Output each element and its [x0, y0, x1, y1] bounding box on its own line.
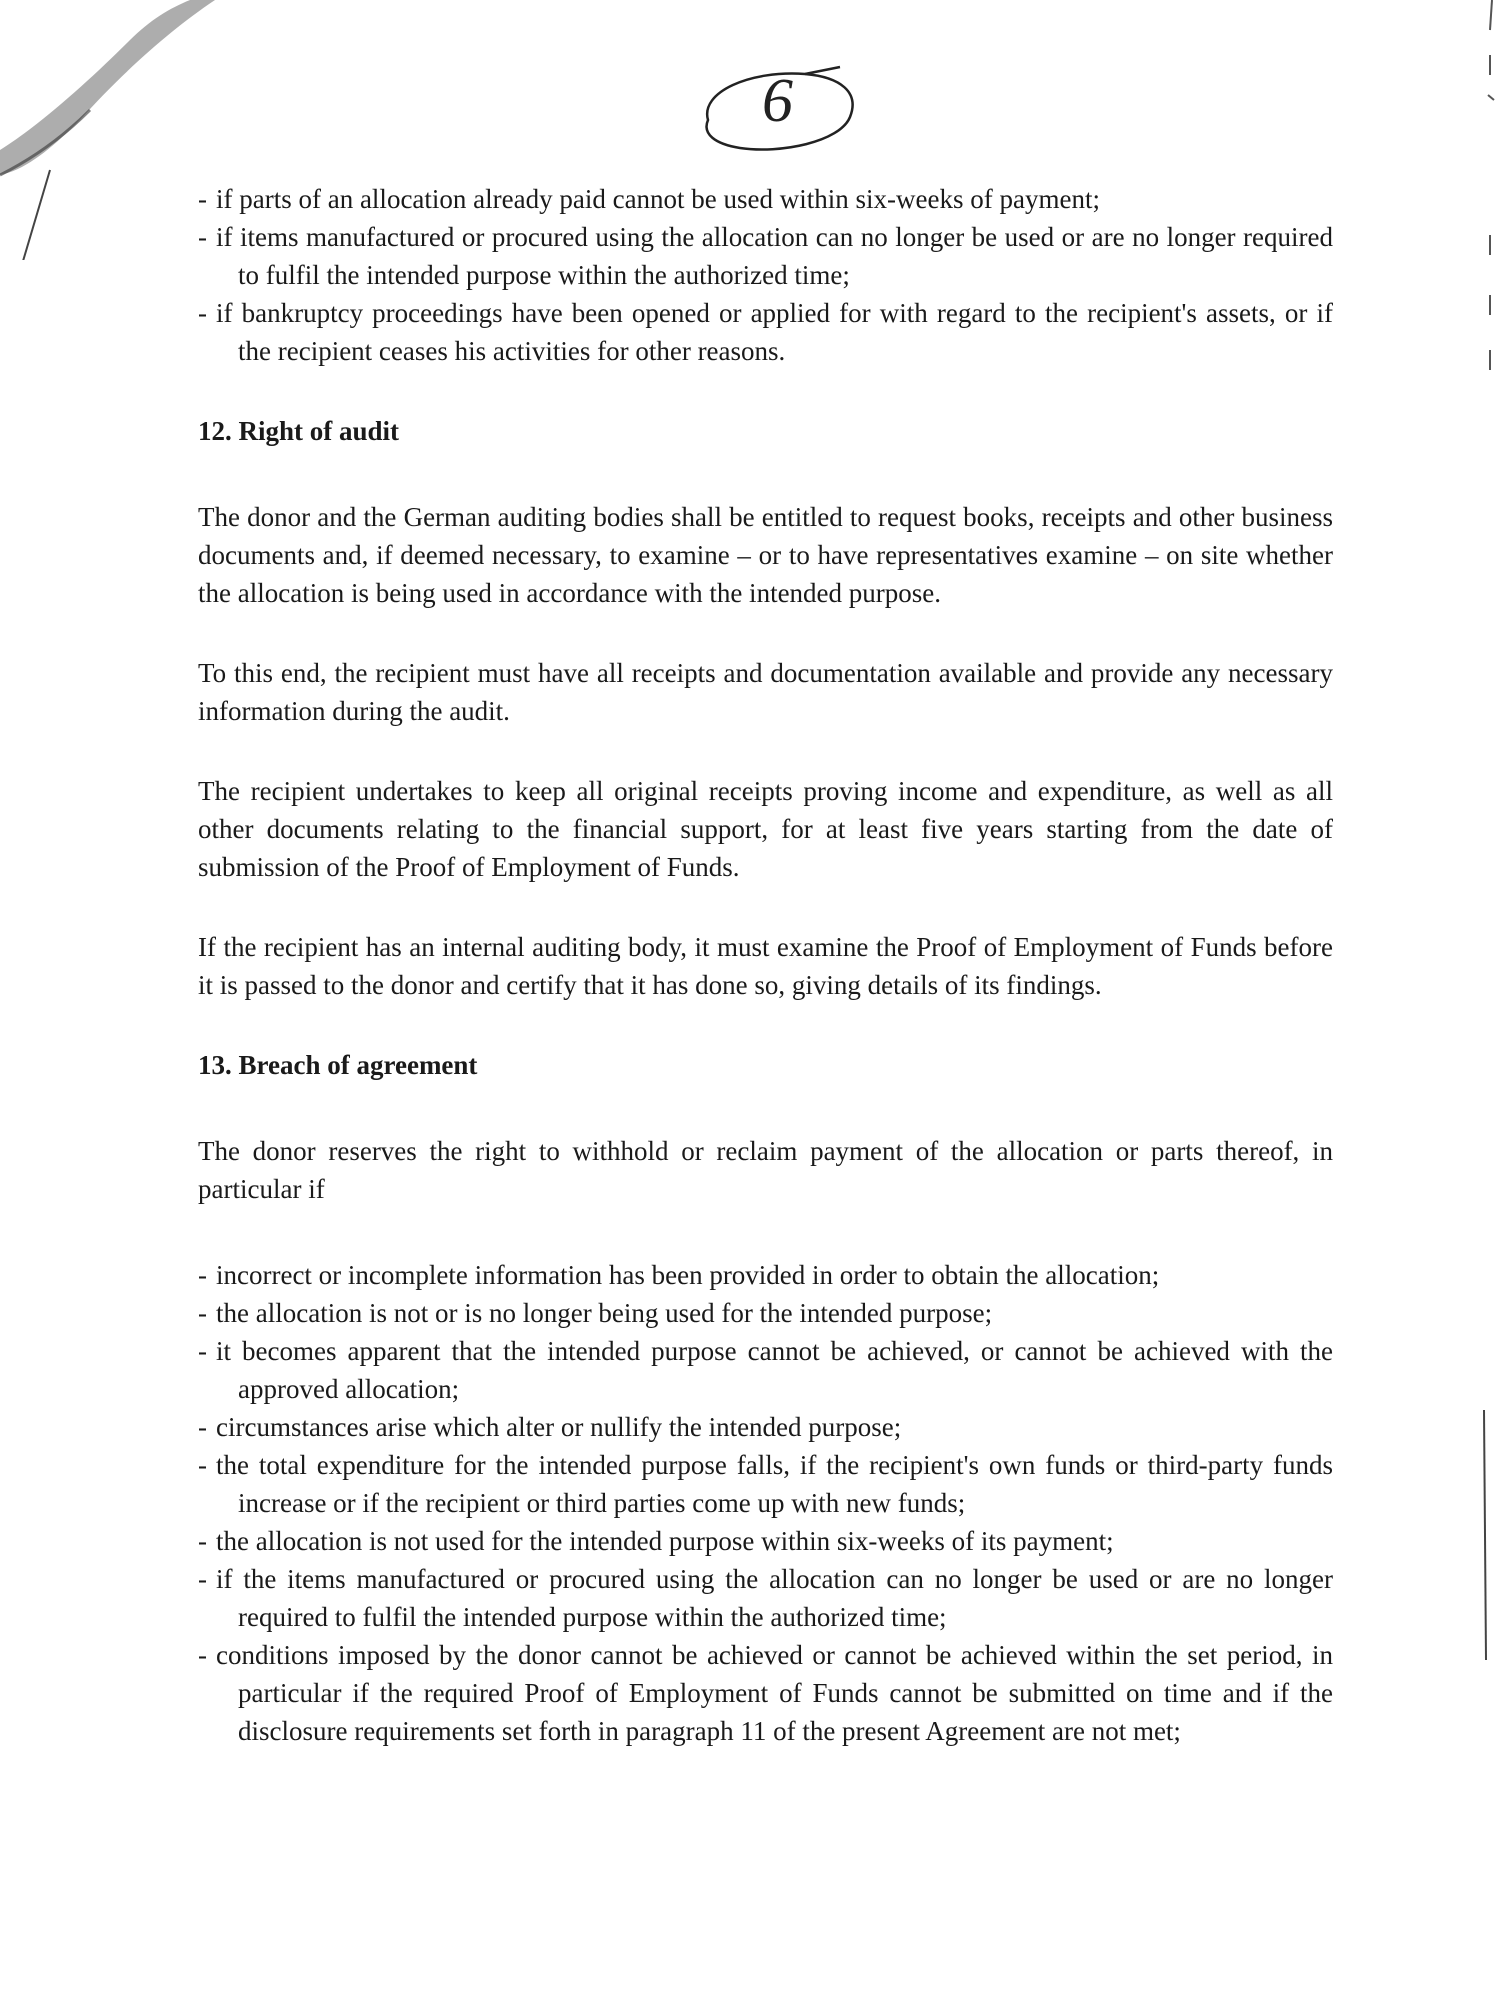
section-12-paragraph: To this end, the recipient must have all receipts and documentation available and provide any necessary information during the audit. — [198, 658, 1333, 726]
dash-marker: - — [198, 1450, 207, 1480]
list-item: - if bankruptcy proceedings have been opened or applied for with regard to the recipient's assets, or if the recipient ceases his activities for other reasons. — [198, 294, 1333, 370]
list-item: - incorrect or incomplete information has been provided in order to obtain the allocation; — [198, 1256, 1333, 1294]
dash-marker: - — [198, 222, 207, 252]
section-12-paragraph: The donor and the German auditing bodies shall be entitled to request books, receipts and other business documents and, if deemed necessary, to examine – or to have representatives examine – on site whether the allocation is being used in accordance with the intended purpose. — [198, 502, 1333, 608]
page-number-text: 6 — [762, 67, 793, 135]
dash-marker: - — [198, 1640, 207, 1670]
list-item: - circumstances arise which alter or nullify the intended purpose; — [198, 1408, 1333, 1446]
page-number — [690, 62, 860, 162]
dash-marker: - — [198, 1298, 207, 1328]
section-12-heading: 12. Right of audit — [198, 416, 400, 446]
list-item: - the allocation is not or is no longer being used for the intended purpose; — [198, 1294, 1333, 1332]
section-13-bullet-list — [198, 1256, 1333, 1750]
dash-marker: - — [198, 184, 207, 214]
scan-edge-marks-top-right — [1470, 0, 1500, 380]
section-12-paragraph: The recipient undertakes to keep all original receipts proving income and expenditure, as well as all other documents relating to the financial support, for at least five years starting from the date of submission of the Proof of Employment of Funds. — [198, 776, 1333, 882]
list-item: - if items manufactured or procured using the allocation can no longer be used or are no longer required to fulfil the intended purpose within the authorized time; — [198, 218, 1333, 294]
list-item: - if the items manufactured or procured using the allocation can no longer be used or are no longer required to fulfil the intended purpose within the authorized time; — [198, 1560, 1333, 1636]
list-item: - the allocation is not used for the intended purpose within six-weeks of its payment; — [198, 1522, 1333, 1560]
scan-edge-marks-right — [1470, 1410, 1500, 1670]
list-item: - the total expenditure for the intended purpose falls, if the recipient's own funds or third-party funds increase or if the recipient or third parties come up with new funds; — [198, 1446, 1333, 1522]
list-item: - if parts of an allocation already paid cannot be used within six-weeks of payment; — [198, 180, 1333, 218]
dash-marker: - — [198, 1564, 207, 1594]
intro-bullet-list — [198, 180, 1333, 370]
dash-marker: - — [198, 1526, 207, 1556]
section-12-paragraph: If the recipient has an internal auditing body, it must examine the Proof of Employment of Funds before it is passed to the donor and certify that it has done so, giving details of its findings. — [198, 932, 1333, 1000]
dash-marker: - — [198, 1336, 207, 1366]
dash-marker: - — [198, 298, 207, 328]
list-item: - conditions imposed by the donor cannot be achieved or cannot be achieved within the set period, in particular if the required Proof of Employment of Funds cannot be submitted on time and if the disclosure requirements set forth in paragraph 11 of the present Agreement are not met; — [198, 1636, 1333, 1750]
list-item: - it becomes apparent that the intended purpose cannot be achieved, or cannot be achieved with the approved allocation; — [198, 1332, 1333, 1408]
section-13-intro: The donor reserves the right to withhold or reclaim payment of the allocation or parts thereof, in particular if — [198, 1136, 1333, 1204]
dash-marker: - — [198, 1412, 207, 1442]
document-body — [198, 180, 1333, 1750]
dash-marker: - — [198, 1260, 207, 1290]
section-13-heading: 13. Breach of agreement — [198, 1050, 478, 1080]
